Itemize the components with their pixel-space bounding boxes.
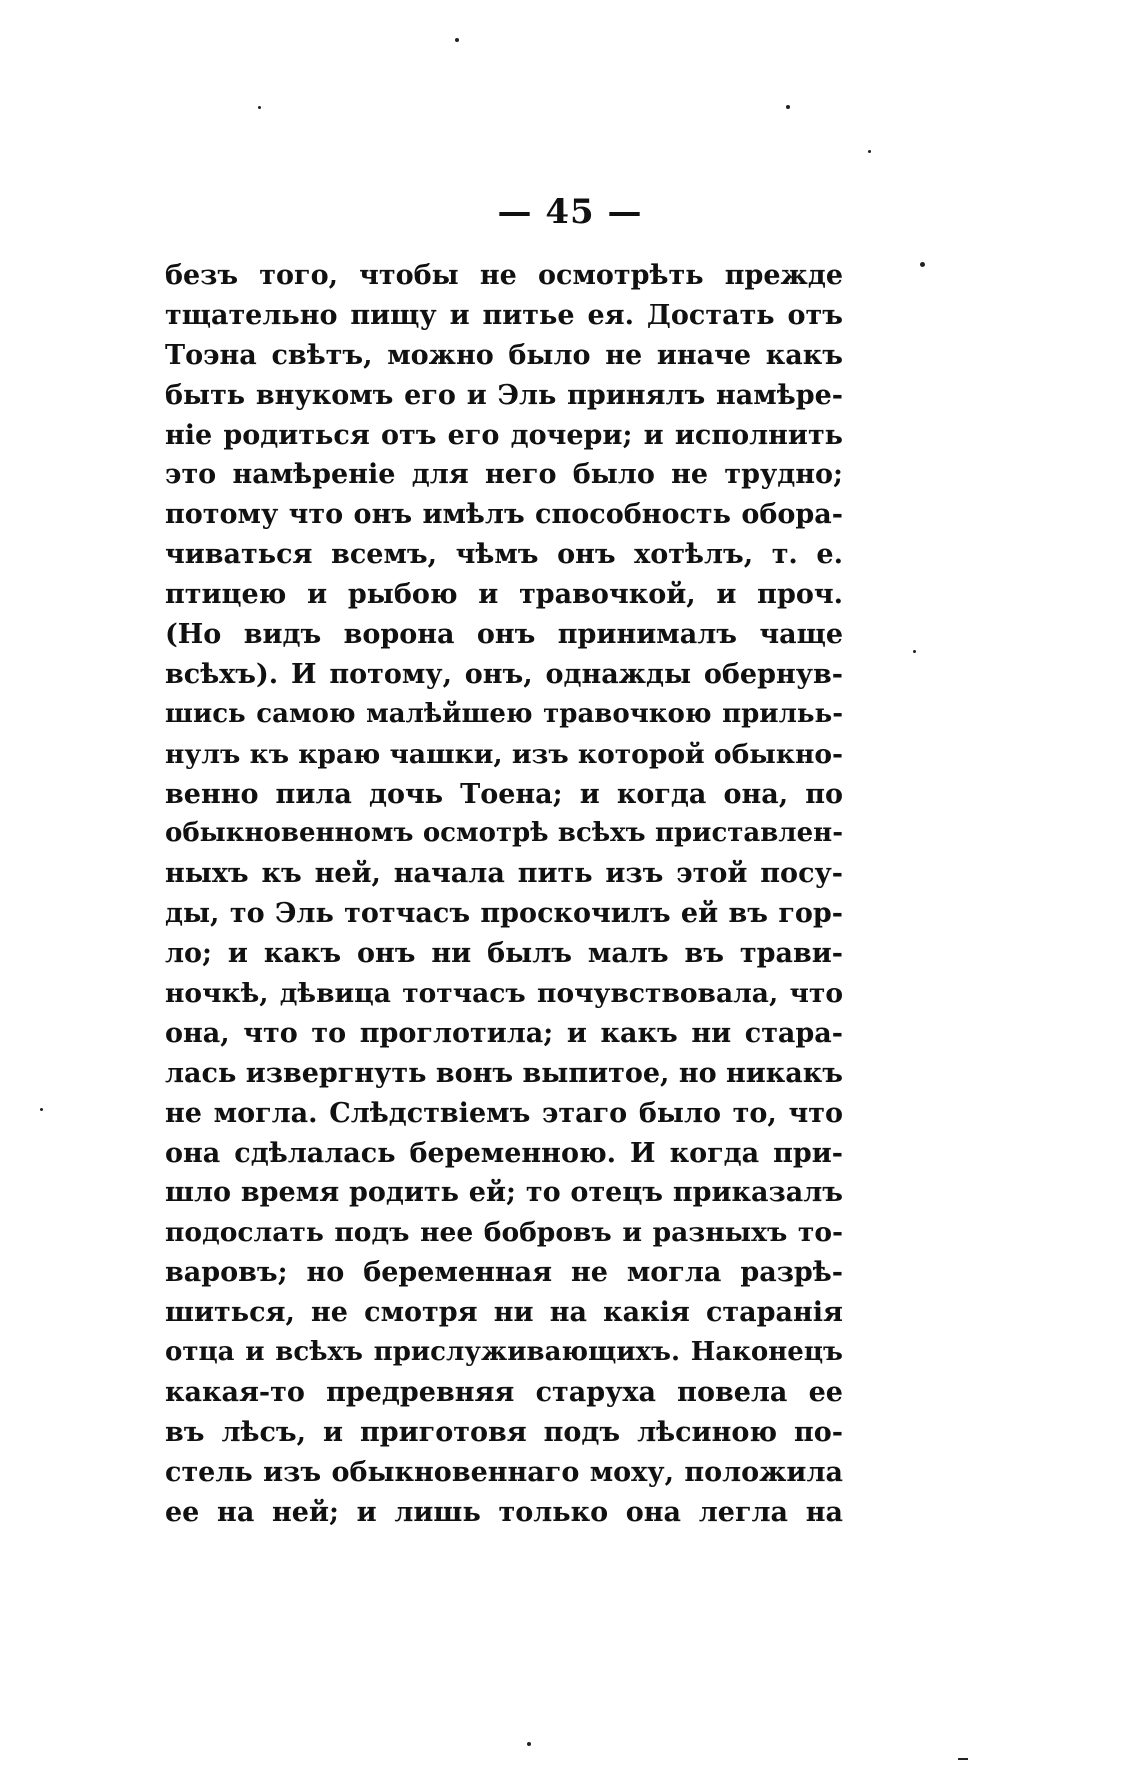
scan-speck bbox=[40, 1108, 43, 1111]
text-line: не могла. Слѣдствіемъ этаго было то, что bbox=[165, 1097, 843, 1129]
text-line: шись самою малѣйшею травочкою прильь- bbox=[165, 698, 843, 729]
body-text bbox=[165, 256, 843, 1533]
text-line: какая-то предревняя старуха повела ее bbox=[165, 1376, 843, 1408]
text-line: быть внукомъ его и Эль принялъ намѣре- bbox=[165, 379, 843, 411]
text-line: въ лѣсъ, и приготовя подъ лѣсиною по- bbox=[165, 1416, 843, 1448]
text-line: шиться, не смотря ни на какія старанія bbox=[165, 1297, 843, 1329]
scan-speck bbox=[868, 150, 871, 153]
text-line: варовъ; но беременная не могла разрѣ- bbox=[165, 1257, 843, 1289]
text-line: ды, то Эль тотчасъ проскочилъ ей въ гор- bbox=[165, 898, 843, 930]
text-line: (Но видъ ворона онъ принималъ чаще bbox=[165, 619, 843, 651]
text-line: она, что то проглотила; и какъ ни стара- bbox=[165, 1017, 843, 1049]
text-line: шло время родить ей; то отецъ приказалъ bbox=[165, 1177, 843, 1209]
text-line: потому что онъ имѣлъ способность обора- bbox=[165, 499, 843, 531]
text-line: птицею и рыбою и травочкой, и проч. bbox=[165, 579, 843, 611]
scan-speck bbox=[920, 262, 925, 267]
text-line: нулъ къ краю чашки, изъ которой обыкно- bbox=[165, 738, 843, 770]
text-line: ночкѣ, дѣвица тотчасъ почувствовала, что bbox=[165, 978, 843, 1010]
scan-speck bbox=[455, 38, 459, 42]
page-number: — 45 — bbox=[497, 192, 643, 232]
scan-speck bbox=[913, 650, 916, 653]
scan-speck bbox=[786, 105, 790, 109]
scan-speck bbox=[527, 1742, 531, 1746]
text-line: чиваться всемъ, чѣмъ онъ хотѣлъ, т. е. bbox=[165, 539, 843, 571]
scan-speck bbox=[258, 106, 261, 109]
text-line: Тоэна свѣтъ, можно было не иначе какъ bbox=[165, 339, 843, 371]
text-line: обыкновенномъ осмотрѣ всѣхъ приставлен- bbox=[165, 818, 843, 849]
text-line: ло; и какъ онъ ни былъ малъ въ трави- bbox=[165, 938, 843, 970]
text-line: венно пила дочь Тоена; и когда она, по bbox=[165, 778, 843, 810]
text-line: лась извергнуть вонъ выпитое, но никакъ bbox=[165, 1057, 843, 1089]
text-line: безъ того, чтобы не осмотрѣть прежде bbox=[165, 260, 843, 291]
text-line: она сдѣлалась беременною. И когда при- bbox=[165, 1137, 843, 1169]
text-line: ныхъ къ ней, начала пить изъ этой посу- bbox=[165, 858, 843, 890]
text-line: это намѣреніе для него было не трудно; bbox=[165, 459, 843, 491]
text-line: тщательно пищу и питье ея. Достать отъ bbox=[165, 299, 843, 331]
text-line: подослать подъ нее бобровъ и разныхъ то- bbox=[165, 1217, 843, 1249]
scan-speck bbox=[958, 1758, 968, 1760]
text-line: стель изъ обыкновеннаго моху, положила bbox=[165, 1456, 843, 1488]
text-line: ее на ней; и лишь только она легла на bbox=[165, 1496, 843, 1528]
text-line: ніе родиться отъ его дочери; и исполнить bbox=[165, 419, 843, 451]
text-line: всѣхъ). И потому, онъ, однажды обернув- bbox=[165, 658, 843, 690]
text-line: отца и всѣхъ прислуживающихъ. Наконецъ bbox=[165, 1337, 843, 1368]
